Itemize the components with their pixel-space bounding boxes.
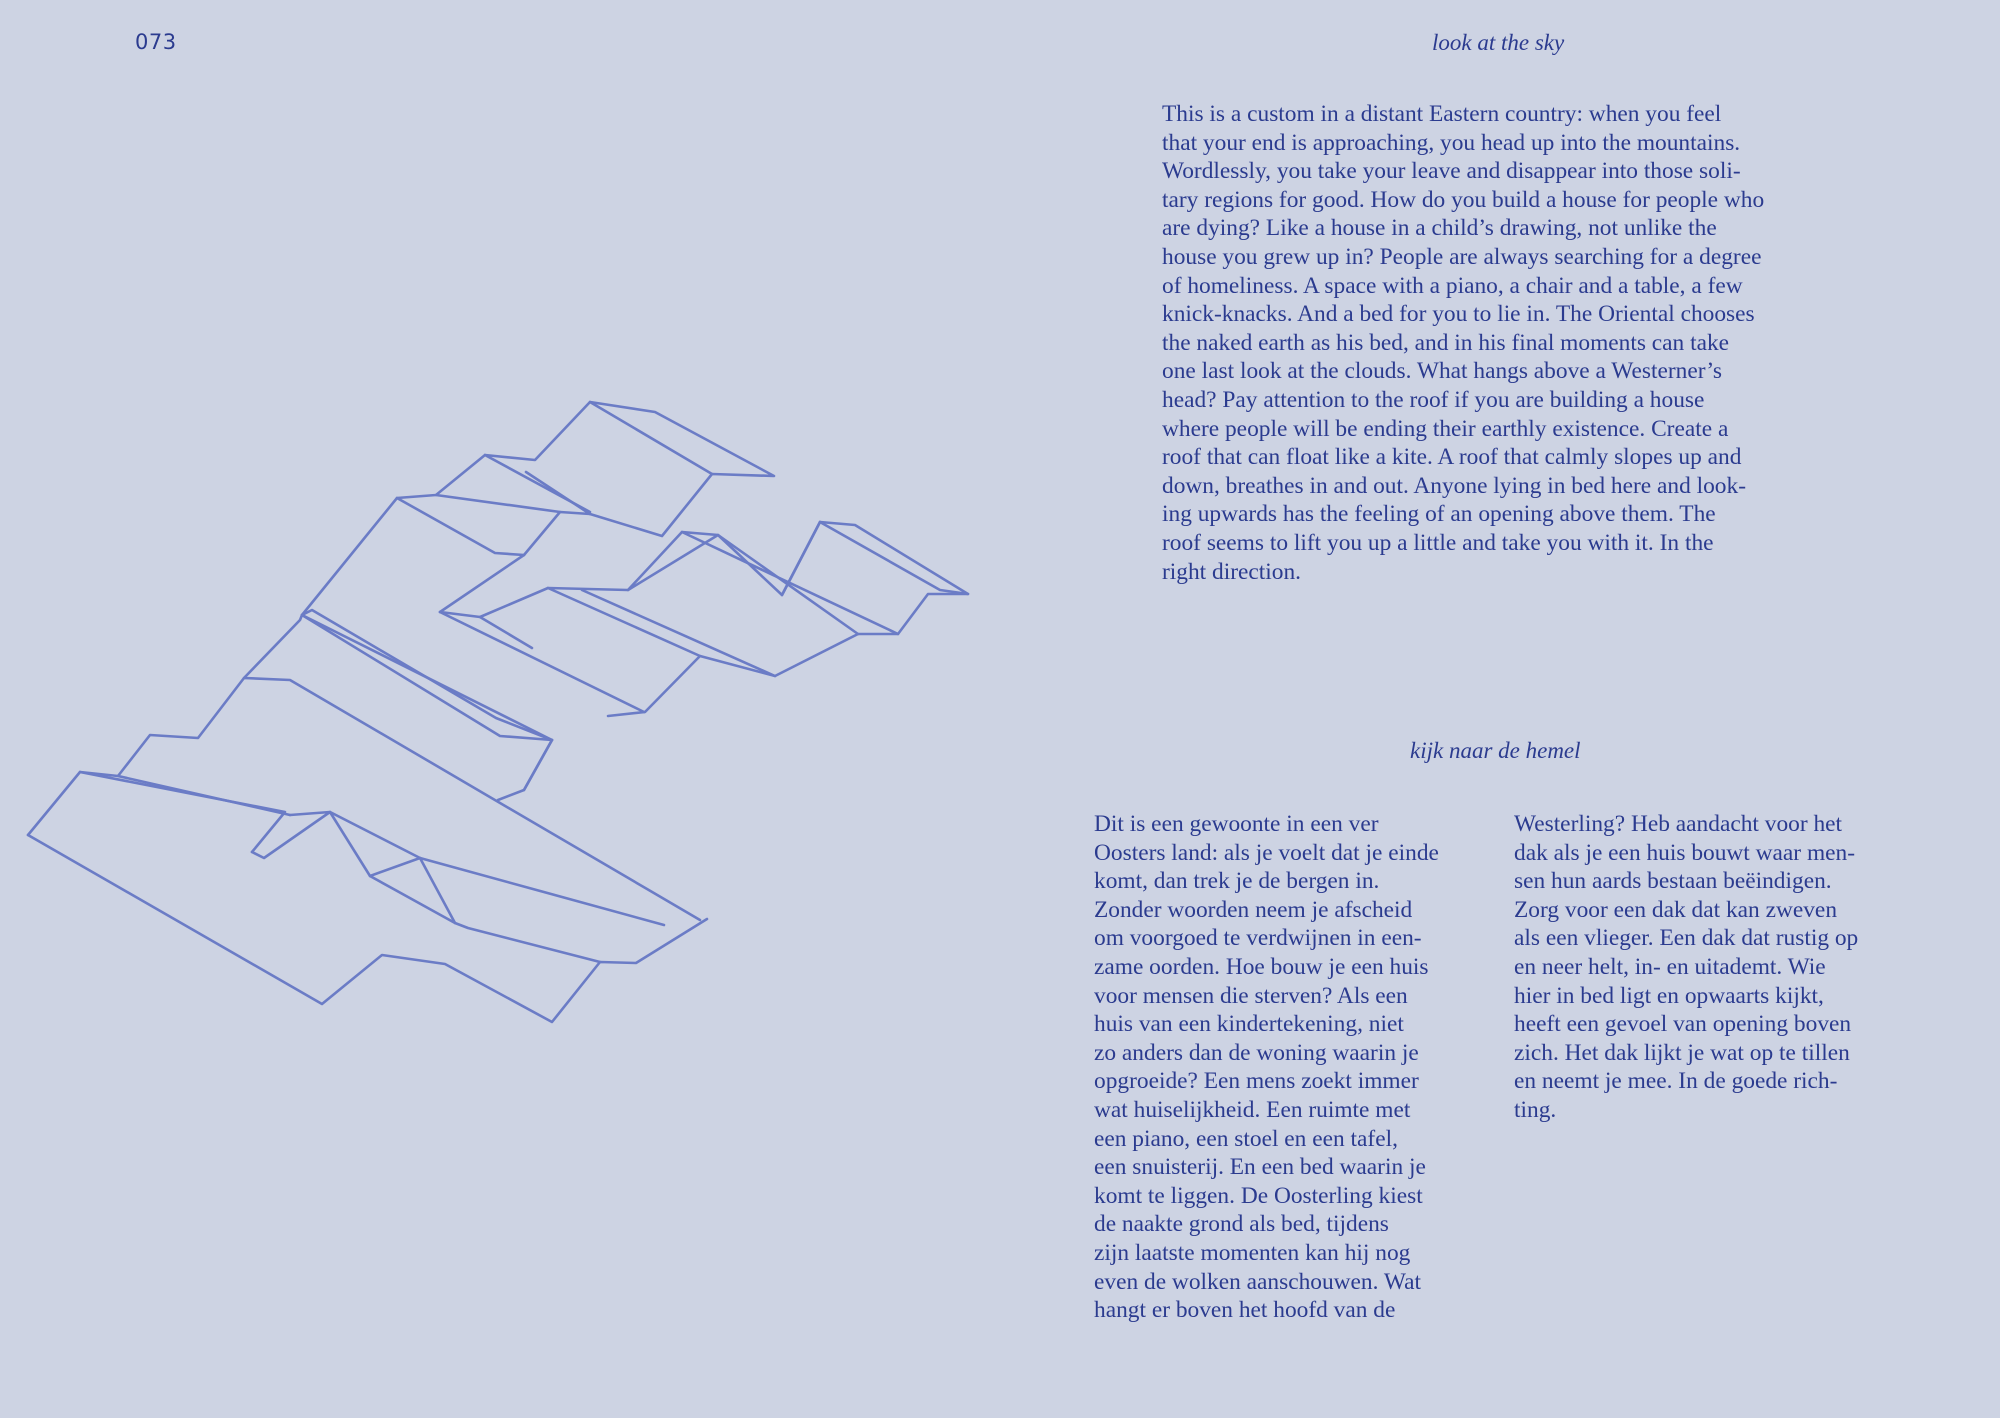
text-line: one last look at the clouds. What hangs above a Westerner’s [1162, 358, 1722, 385]
text-line: en neemt je mee. In de goede rich- [1514, 1068, 1838, 1095]
text-line: where people will be ending their earthly existence. Create a [1162, 415, 1729, 442]
text-line: ting. [1514, 1096, 1557, 1123]
roof-right-outline [440, 522, 968, 716]
text-line: komt, dan trek je de bergen in. [1094, 868, 1380, 895]
text-line: head? Pay attention to the roof if you are building a house [1162, 386, 1705, 413]
text-line: Wordlessly, you take your leave and disappear into those soli- [1162, 158, 1741, 185]
text-line: ing upwards has the feeling of an opening above them. The [1162, 501, 1716, 528]
roof-tower-ridge-1 [397, 498, 524, 555]
roof-fold-middle [252, 812, 600, 962]
text-line: roof seems to lift you up a little and take you with it. In the [1162, 529, 1714, 556]
roof-right-ridge-5 [628, 535, 858, 634]
text-line: down, breathes in and out. Anyone lying in bed here and look- [1162, 472, 1746, 499]
text-line: that your end is approaching, you head up into the mountains. [1162, 129, 1741, 156]
roof-right-ridge-3 [548, 588, 700, 656]
dutch-body-column-1 [1094, 810, 1439, 1325]
roof-ridge-lower-1 [80, 772, 285, 852]
text-line: voor mensen die sterven? Als een [1094, 982, 1408, 1009]
text-line: huis van een kindertekening, niet [1094, 1011, 1404, 1038]
text-line: Westerling? Heb aandacht voor het [1514, 811, 1843, 837]
text-line: tary regions for good. How do you build a house for people who [1162, 186, 1765, 213]
text-line: sen hun aards bestaan beëindigen. [1514, 868, 1832, 895]
text-line: komt te liggen. De Oosterling kiest [1094, 1182, 1423, 1209]
text-line: zame oorden. Hoe bouw je een huis [1094, 953, 1429, 980]
text-line: roof that can float like a kite. A roof that calmly slopes up and [1162, 444, 1742, 471]
text-line: Dit is een gewoonte in een ver [1094, 811, 1379, 837]
roof-fold-inner [370, 858, 455, 923]
text-line: zo anders dan de woning waarin je [1094, 1039, 1419, 1066]
roof-right-ridge-1 [440, 612, 644, 712]
text-line: even de wolken aanschouwen. Wat [1094, 1268, 1421, 1295]
dutch-body-column-2 [1514, 810, 1858, 1125]
text-line: the naked earth as his bed, and in his final moments can take [1162, 329, 1730, 356]
roof-fold-center [290, 812, 664, 925]
text-line: een piano, een stoel en een tafel, [1094, 1125, 1398, 1152]
text-line: Zorg voor een dak dat kan zweven [1514, 896, 1838, 923]
english-heading: look at the sky [1432, 30, 1565, 55]
text-line: om voorgoed te verdwijnen in een- [1094, 925, 1422, 952]
text-line: zijn laatste momenten kan hij nog [1094, 1239, 1411, 1266]
roof-outline-lower [28, 678, 700, 920]
text-line: Oosters land: als je voelt dat je einde [1094, 839, 1439, 866]
text-line: This is a custom in a distant Eastern country: when you feel [1162, 101, 1722, 127]
text-line: house you grew up in? People are always searching for a degree [1162, 243, 1762, 270]
roof-ridge-lower-2 [118, 776, 290, 815]
text-line: hier in bed ligt en opwaarts kijkt, [1514, 982, 1824, 1009]
text-line: right direction. [1162, 558, 1302, 585]
text-line: dak als je een huis bouwt waar men- [1514, 839, 1856, 866]
roof-right-ridge-8 [782, 522, 820, 595]
text-line: en neer helt, in- en uitademt. Wie [1514, 953, 1826, 980]
text-line: are dying? Like a house in a child’s drawing, not unlike the [1162, 215, 1717, 242]
text-line: opgroeide? Een mens zoekt immer [1094, 1068, 1419, 1095]
roof-drop [524, 740, 552, 790]
page-number: 073 [135, 30, 177, 54]
text-line: als een vlieger. Een dak dat rustig op [1514, 925, 1859, 952]
text-line: zich. Het dak lijkt je wat op te tillen [1514, 1039, 1850, 1066]
text-line: hangt er boven het hoofd van de [1094, 1297, 1396, 1324]
roof-right-ridge-4 [582, 590, 775, 676]
text-line: knick-knacks. And a bed for you to lie in. The Oriental chooses [1162, 301, 1755, 328]
roof-line-drawing [0, 380, 1000, 1040]
roof-outline-mid [244, 615, 552, 800]
english-body [1162, 100, 1764, 586]
text-line: wat huiselijkheid. Een ruimte met [1094, 1096, 1411, 1123]
text-line: de naakte grond als bed, tijdens [1094, 1211, 1389, 1238]
text-line: Zonder woorden neem je afscheid [1094, 896, 1413, 923]
roof-tower-ridge-5 [590, 402, 712, 474]
text-line: of homeliness. A space with a piano, a chair and a table, a few [1162, 272, 1743, 299]
text-line: heeft een gevoel van opening boven [1514, 1011, 1852, 1038]
roof-tower-ridge-2 [436, 495, 560, 512]
roof-right-ridge-7 [820, 522, 968, 594]
text-line: een snuisterij. En een bed waarin je [1094, 1154, 1426, 1181]
dutch-heading: kijk naar de hemel [1410, 738, 1581, 763]
